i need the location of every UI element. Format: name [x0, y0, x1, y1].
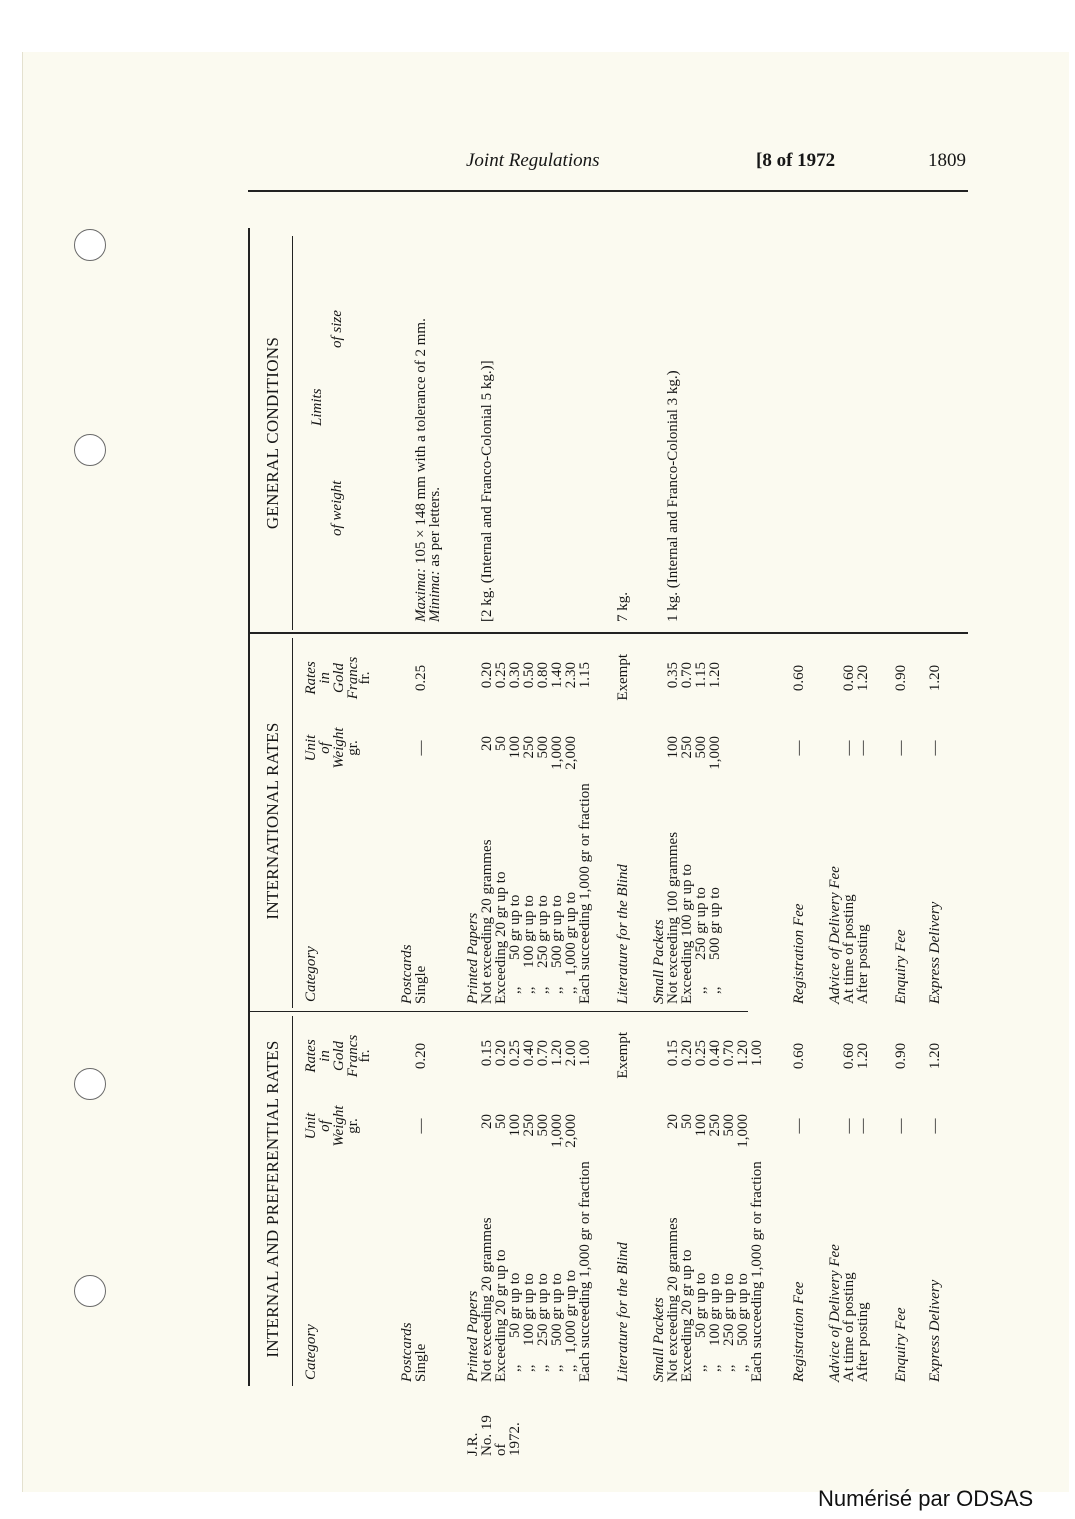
margin-note-line: J.R.	[465, 1432, 481, 1456]
margin-note	[466, 1396, 522, 1456]
registration-unit: —	[791, 740, 807, 756]
advice-heading: Advice of Delivery Fee	[827, 866, 843, 1004]
printed-papers-row-rate: 1.20	[549, 1040, 565, 1067]
small-packets-row-unit: 250	[679, 736, 695, 759]
small-packets-row-rate: 0.20	[679, 1040, 695, 1067]
printed-papers-row-rate: 1.00	[577, 1040, 593, 1067]
small-packets-row-unit: 1,000	[707, 736, 723, 770]
small-packets-row-label: Not exceeding 20 grammes	[665, 1217, 681, 1382]
express-unit: —	[927, 740, 943, 756]
rates-heading	[304, 648, 360, 708]
small-packets-row-unit: 50	[679, 1114, 695, 1129]
printed-papers-row-unit: 100	[507, 1114, 523, 1137]
unit-heading-line: of	[317, 742, 333, 754]
small-packets-row-label: 250 gr up to	[721, 1273, 737, 1346]
small-packets-row-label: 500 gr up to	[707, 887, 723, 960]
printed-papers-row-label: Not exceeding 20 grammes	[479, 1217, 495, 1382]
printed-papers-row-label: Not exceeding 20 grammes	[479, 839, 495, 1004]
international-heading-rule	[292, 638, 293, 1008]
printed-papers-row-unit: 100	[507, 736, 523, 759]
printed-papers-row-label: Exceeding 20 gr up to	[493, 1249, 509, 1382]
punch-hole	[74, 1275, 106, 1307]
page-number: 1809	[928, 150, 966, 171]
of-size-heading: of size	[329, 310, 345, 348]
advice-row-unit: —	[841, 1118, 857, 1134]
small-packets-row-rate: 1.15	[693, 662, 709, 689]
rates-heading-line: Rates	[303, 661, 319, 695]
ditto-mark: ,,	[563, 986, 579, 994]
column-rule	[248, 1011, 748, 1012]
rates-heading-line: in	[317, 1050, 333, 1062]
printed-papers-row-rate: 0.50	[521, 662, 537, 689]
margin-note-line: No. 19	[479, 1415, 495, 1456]
postcards-minima	[428, 487, 442, 622]
express-unit: —	[927, 1118, 943, 1134]
printed-papers-heading: Printed Papers	[465, 912, 481, 1004]
rates-abbr: fr.	[357, 671, 373, 685]
printed-papers-row-label: 100 gr up to	[521, 895, 537, 968]
printed-papers-row-rate: 0.70	[535, 1040, 551, 1067]
small-packets-row-label: 250 gr up to	[693, 887, 709, 960]
margin-note-line: 1972.	[507, 1422, 523, 1456]
printed-papers-row-rate: 0.20	[479, 662, 495, 689]
printed-papers-row-rate: 1.15	[577, 662, 593, 689]
printed-papers-row-unit: 2,000	[563, 736, 579, 770]
ditto-mark: ,,	[521, 1364, 537, 1372]
unit-abbr: gr.	[345, 740, 361, 756]
small-packets-row-rate: 0.35	[665, 662, 681, 689]
express-label: Express Delivery	[927, 901, 943, 1004]
printed-papers-heading: Printed Papers	[465, 1290, 481, 1382]
small-packets-row-label: 100 gr up to	[707, 1273, 723, 1346]
printed-papers-row-label: 250 gr up to	[535, 895, 551, 968]
printed-papers-row-rate: 0.20	[493, 1040, 509, 1067]
printed-papers-row-unit: 2,000	[563, 1114, 579, 1148]
blind-rate: Exempt	[615, 654, 631, 701]
maxima-label: Maxima:	[413, 567, 429, 622]
ditto-mark: ,,	[521, 986, 537, 994]
unit-heading	[304, 1096, 346, 1156]
ditto-mark: ,,	[693, 986, 709, 994]
postcards-maxima	[414, 318, 428, 622]
unit-heading-line: of	[317, 1120, 333, 1132]
advice-row-label: At time of posting	[841, 1272, 857, 1382]
header-rule	[248, 190, 968, 192]
margin-note-line: of	[493, 1443, 509, 1456]
enquiry-rate: 0.90	[893, 664, 909, 692]
printed-papers-row-label: Each succeeding 1,000 gr or fraction	[577, 783, 593, 1004]
enquiry-unit: —	[893, 740, 909, 756]
blind-label: Literature for the Blind	[615, 864, 631, 1004]
unit-heading-line: Weight	[331, 1105, 347, 1147]
postcards-label: Single	[413, 965, 429, 1004]
advice-row-unit: —	[855, 740, 871, 756]
advice-row-unit: —	[841, 740, 857, 756]
printed-papers-row-label: 100 gr up to	[521, 1273, 537, 1346]
printed-papers-row-rate: 1.40	[549, 662, 565, 689]
small-packets-row-unit: 250	[707, 1114, 723, 1137]
printed-papers-row-unit: 1,000	[549, 736, 565, 770]
printed-papers-row-rate: 2.00	[563, 1040, 579, 1067]
express-rate: 1.20	[927, 664, 943, 692]
postcards-heading: Postcards	[399, 944, 415, 1004]
printed-papers-row-label: 50 gr up to	[507, 894, 523, 960]
registration-rate: 0.60	[791, 1042, 807, 1070]
ditto-mark: ,,	[535, 1364, 551, 1372]
small-packets-row-label: Exceeding 20 gr up to	[679, 1249, 695, 1382]
printed-papers-row-rate: 0.15	[479, 1040, 495, 1067]
advice-row-rate: 0.60	[841, 664, 857, 692]
postcards-rate: 0.25	[413, 664, 429, 692]
printed-papers-row-label: 250 gr up to	[535, 1273, 551, 1346]
printed-papers-row-unit: 1,000	[549, 1114, 565, 1148]
printed-papers-row-unit: 250	[521, 1114, 537, 1137]
small-packets-limit: 1 kg. (Internal and Franco-Colonial 3 kg.)	[665, 370, 681, 622]
small-packets-row-label: Each succeeding 1,000 gr or fraction	[749, 1161, 765, 1382]
small-packets-row-label: 500 gr up to	[735, 1273, 751, 1346]
printed-papers-row-unit: 250	[521, 736, 537, 759]
small-packets-heading: Small Packets	[651, 919, 667, 1004]
rates-heading-line: Gold	[331, 663, 347, 693]
postcards-heading: Postcards	[399, 1322, 415, 1382]
small-packets-heading: Small Packets	[651, 1297, 667, 1382]
printed-papers-row-label: Each succeeding 1,000 gr or fraction	[577, 1161, 593, 1382]
punch-hole	[74, 434, 106, 466]
printed-papers-row-rate: 0.30	[507, 662, 523, 689]
small-packets-row-rate: 0.40	[707, 1040, 723, 1067]
postcards-rate: 0.20	[413, 1042, 429, 1070]
registration-rate: 0.60	[791, 664, 807, 692]
registration-unit: —	[791, 1118, 807, 1134]
ditto-mark: ,,	[535, 986, 551, 994]
printed-papers-row-rate: 0.25	[507, 1040, 523, 1067]
small-packets-row-rate: 1.00	[749, 1040, 765, 1067]
general-section-heading: GENERAL CONDITIONS	[263, 336, 282, 530]
limits-heading: Limits	[309, 388, 325, 426]
blind-limit: 7 kg.	[615, 592, 631, 622]
enquiry-unit: —	[893, 1118, 909, 1134]
rates-heading	[304, 1026, 360, 1086]
ditto-mark: ,,	[507, 986, 523, 994]
express-rate: 1.20	[927, 1042, 943, 1070]
small-packets-row-unit: 100	[665, 736, 681, 759]
printed-papers-row-unit: 20	[479, 1114, 495, 1129]
international-section-heading: INTERNATIONAL RATES	[263, 722, 282, 920]
minima-label: Minima:	[427, 570, 443, 622]
of-weight-heading: of weight	[329, 480, 345, 536]
minima-text: as per letters.	[427, 487, 443, 567]
advice-row-label: At time of posting	[841, 894, 857, 1004]
printed-papers-row-label: 1,000 gr up to	[563, 1269, 579, 1354]
internal-heading-rule	[292, 1016, 293, 1386]
ditto-mark: ,,	[693, 1364, 709, 1372]
rate-table	[248, 236, 968, 1456]
category-heading: Category	[303, 946, 319, 1002]
small-packets-row-rate: 1.20	[735, 1040, 751, 1067]
printed-papers-row-label: 50 gr up to	[507, 1272, 523, 1338]
small-packets-row-rate: 0.15	[665, 1040, 681, 1067]
rates-heading-line: Francs	[345, 1034, 361, 1078]
registration-label: Registration Fee	[791, 903, 807, 1004]
small-packets-row-unit: 20	[665, 1114, 681, 1129]
printed-papers-row-unit: 20	[479, 736, 495, 751]
ditto-mark: ,,	[707, 1364, 723, 1372]
rates-heading-line: in	[317, 672, 333, 684]
blind-label: Literature for the Blind	[615, 1242, 631, 1382]
rates-heading-line: Francs	[345, 656, 361, 700]
small-packets-row-rate: 1.20	[707, 662, 723, 689]
blind-rate: Exempt	[615, 1032, 631, 1079]
small-packets-row-rate: 0.25	[693, 1040, 709, 1067]
advice-row-rate: 1.20	[855, 664, 871, 692]
enquiry-rate: 0.90	[893, 1042, 909, 1070]
advice-row-rate: 0.60	[841, 1042, 857, 1070]
general-heading-rule	[292, 236, 293, 630]
ditto-mark: ,,	[563, 1364, 579, 1372]
small-packets-row-label: 50 gr up to	[693, 1272, 709, 1338]
enquiry-label: Enquiry Fee	[893, 1307, 909, 1382]
punch-hole	[74, 229, 106, 261]
postcards-label: Single	[413, 1343, 429, 1382]
registration-label: Registration Fee	[791, 1281, 807, 1382]
unit-heading	[304, 718, 346, 778]
printed-papers-row-rate: 0.40	[521, 1040, 537, 1067]
small-packets-row-rate: 0.70	[721, 1040, 737, 1067]
internal-section-heading: INTERNAL AND PREFERENTIAL RATES	[263, 1040, 282, 1358]
printed-papers-row-label: 1,000 gr up to	[563, 891, 579, 976]
printed-papers-row-rate: 0.25	[493, 662, 509, 689]
category-heading: Category	[303, 1324, 319, 1380]
advice-heading: Advice of Delivery Fee	[827, 1244, 843, 1382]
ditto-mark: ,,	[507, 1364, 523, 1372]
printed-papers-row-unit: 50	[493, 736, 509, 751]
printed-papers-row-rate: 0.80	[535, 662, 551, 689]
printed-papers-row-unit: 50	[493, 1114, 509, 1129]
advice-row-rate: 1.20	[855, 1042, 871, 1070]
rates-heading-line: Gold	[331, 1041, 347, 1071]
postcards-unit: —	[413, 1118, 429, 1134]
rates-abbr: fr.	[357, 1049, 373, 1063]
small-packets-row-unit: 500	[693, 736, 709, 759]
small-packets-row-label: Not exceeding 100 grammes	[665, 831, 681, 1004]
printed-papers-row-label: 500 gr up to	[549, 1273, 565, 1346]
small-packets-row-rate: 0.70	[679, 662, 695, 689]
printed-papers-row-label: 500 gr up to	[549, 895, 565, 968]
column-rule	[248, 632, 968, 634]
printed-papers-row-rate: 2.30	[563, 662, 579, 689]
running-head-title: Joint Regulations	[466, 150, 600, 171]
running-head-act: [8 of 1972	[756, 150, 836, 171]
rates-heading-line: Rates	[303, 1039, 319, 1073]
ditto-mark: ,,	[721, 1364, 737, 1372]
small-packets-row-unit: 1,000	[735, 1114, 751, 1148]
printed-papers-row-label: Exceeding 20 gr up to	[493, 871, 509, 1004]
small-packets-row-unit: 500	[721, 1114, 737, 1137]
printed-papers-limit: [2 kg. (Internal and Franco-Colonial 5 kg.)]	[479, 360, 495, 622]
enquiry-label: Enquiry Fee	[893, 929, 909, 1004]
express-label: Express Delivery	[927, 1279, 943, 1382]
punch-hole	[74, 1068, 106, 1100]
ditto-mark: ,,	[549, 1364, 565, 1372]
digitization-watermark: Numérisé par ODSAS	[818, 1486, 1034, 1511]
ditto-mark: ,,	[549, 986, 565, 994]
ditto-mark: ,,	[707, 986, 723, 994]
advice-row-label: After posting	[855, 1302, 871, 1382]
unit-heading-line: Unit	[303, 1112, 319, 1140]
unit-heading-line: Unit	[303, 734, 319, 762]
postcards-unit: —	[413, 740, 429, 756]
advice-row-label: After posting	[855, 924, 871, 1004]
maxima-text: 105 × 148 mm with a tolerance of 2 mm.	[413, 318, 429, 565]
small-packets-row-label: Exceeding 100 gr up to	[679, 864, 695, 1004]
unit-heading-line: Weight	[331, 727, 347, 769]
advice-row-unit: —	[855, 1118, 871, 1134]
unit-abbr: gr.	[345, 1118, 361, 1134]
printed-papers-row-unit: 500	[535, 1114, 551, 1137]
small-packets-row-unit: 100	[693, 1114, 709, 1137]
ditto-mark: ,,	[735, 1364, 751, 1372]
printed-papers-row-unit: 500	[535, 736, 551, 759]
